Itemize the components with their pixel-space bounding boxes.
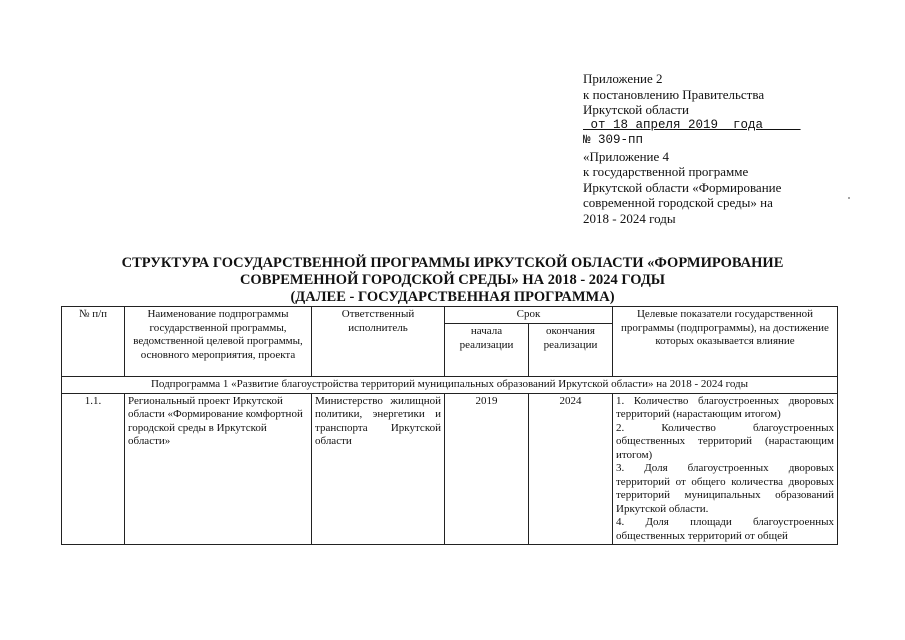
- appendix-line: Иркутской области «Формирование: [583, 179, 782, 195]
- row-end: 2024: [529, 393, 613, 545]
- header-targets: Целевые показатели государственной программы (подпрограммы), на достижение которых оказывается влияние: [613, 307, 838, 377]
- header-start: начала реализации: [445, 324, 529, 377]
- header-num: № п/п: [62, 307, 125, 377]
- appendix-line: Иркутской области: [583, 102, 689, 117]
- subprogram-title: Подпрограмма 1 «Развитие благоустройства территорий муниципальных образований Иркутской области» на 2018 - 2024 годы: [62, 377, 838, 394]
- appendix-line: современной городской среды» на: [583, 195, 773, 210]
- row-start: 2019: [445, 393, 529, 545]
- row-name: Региональный проект Иркутской области «Формирование комфортной городской среды в Иркутской области»: [125, 393, 312, 545]
- subprogram-row: [62, 377, 838, 394]
- program-structure-table: [61, 306, 838, 545]
- decree-date: от 18 апреля 2019 года: [583, 117, 801, 132]
- target-item: 3. Доля благоустроенных дворовых территорий от общего количества дворовых территорий муниципальных образований Иркутской области.: [616, 462, 834, 515]
- title-line: (ДАЛЕЕ - ГОСУДАРСТВЕННАЯ ПРОГРАММА): [290, 289, 615, 305]
- title-line: СОВРЕМЕННОЙ ГОРОДСКОЙ СРЕДЫ» НА 2018 - 2024 ГОДЫ: [239, 272, 666, 288]
- title-line: СТРУКТУРА ГОСУДАРСТВЕННОЙ ПРОГРАММЫ ИРКУТСКОЙ ОБЛАСТИ «ФОРМИРОВАНИЕ: [121, 255, 784, 271]
- row-executor: Министерство жилищной политики, энергетики и транспорта Иркутской области: [312, 393, 445, 545]
- target-item: 2. Количество благоустроенных общественных территорий (нарастающим итогом): [616, 421, 834, 461]
- table-header-row: [62, 307, 838, 324]
- target-item: 1. Количество благоустроенных дворовых территорий (нарастающим итогом): [616, 394, 834, 420]
- appendix-line: к постановлению Правительства: [583, 86, 765, 102]
- row-num: 1.1.: [62, 393, 125, 545]
- scan-speck: [848, 197, 850, 199]
- decree-number: № 309-пп: [583, 133, 644, 147]
- header-name: Наименование подпрограммы государственной программы, ведомственной целевой программы, основного мероприятия, проекта: [125, 307, 312, 377]
- row-targets: [613, 393, 838, 545]
- appendix-line: «Приложение 4: [583, 148, 670, 164]
- table-row: [62, 393, 838, 545]
- header-end: окончания реализации: [529, 324, 613, 377]
- header-executor: Ответственный исполнитель: [312, 307, 445, 377]
- appendix-header: [583, 71, 883, 226]
- appendix-line: к государственной программе: [583, 164, 749, 179]
- appendix-line: Приложение 2: [583, 71, 663, 86]
- target-item: 4. Доля площади благоустроенных общественных территорий от общей: [616, 516, 834, 542]
- header-term: Срок: [445, 307, 613, 324]
- document-title: [60, 255, 845, 306]
- appendix-line: 2018 - 2024 годы: [583, 210, 676, 226]
